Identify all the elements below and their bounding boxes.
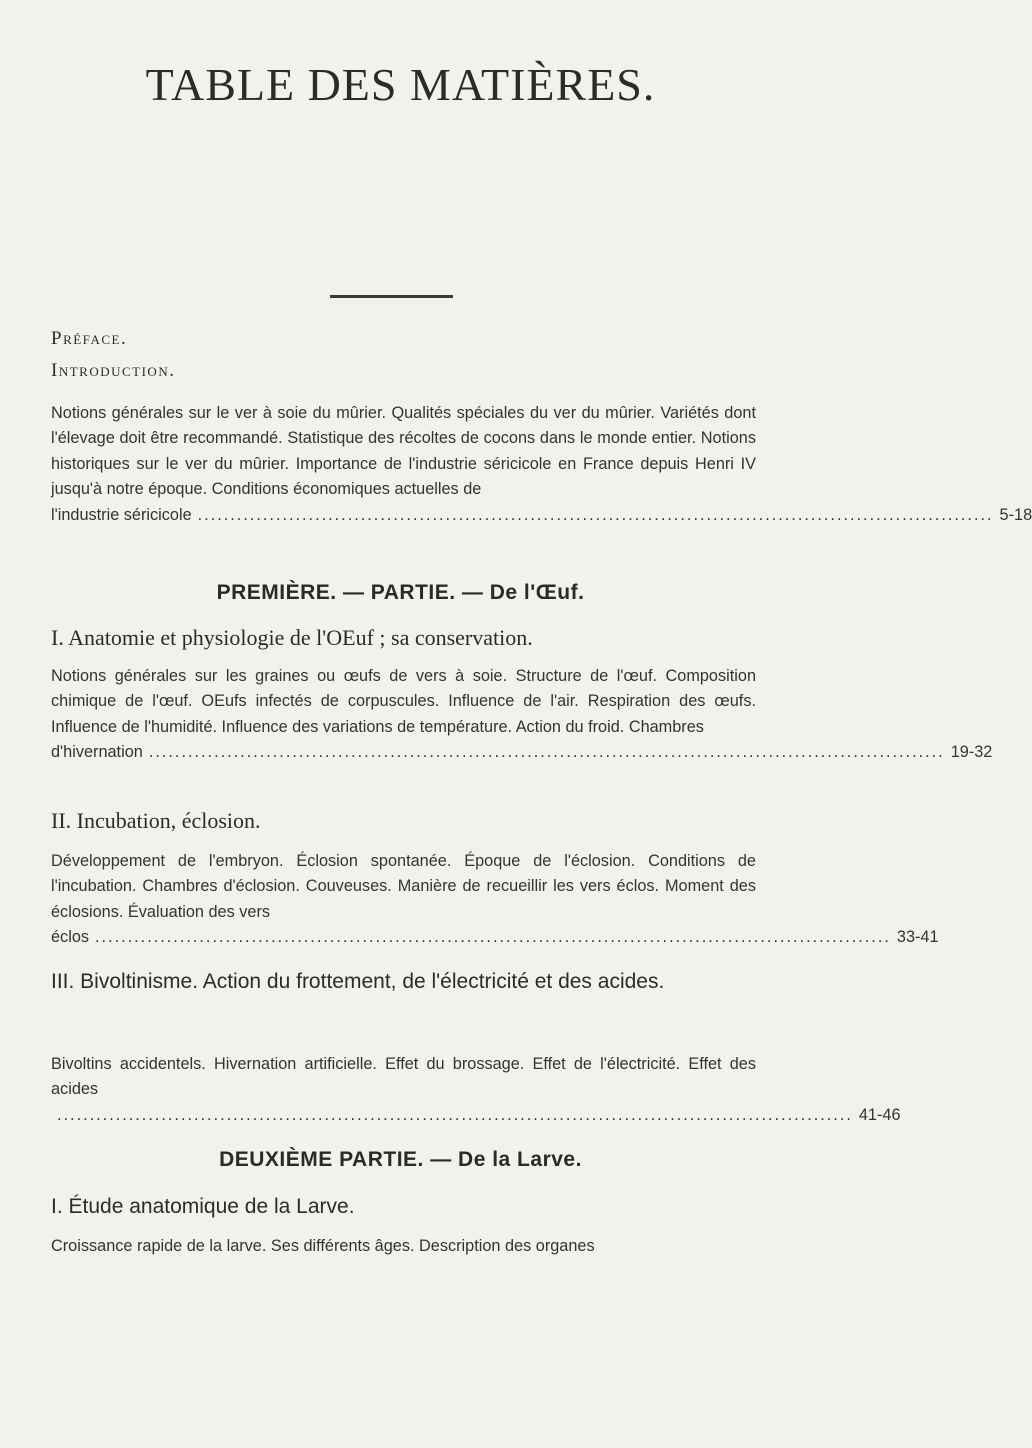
part-one-heading: PREMIÈRE. — PARTIE. — De l'Œuf.: [216, 581, 585, 604]
leader-dots: ..........................................................................................................................: [57, 1105, 853, 1124]
title-divider: [330, 295, 453, 298]
part-two-chapter-1-title: I. Étude anatomique de la Larve.: [51, 1195, 355, 1218]
chapter-2-text: Développement de l'embryon. Éclosion spontanée. Époque de l'éclosion. Conditions de l'incubation. Chambres d'éclosion. Couveuses. Manière de recueillir les vers éclos. Moment des éclosions. Évaluation des vers: [51, 852, 756, 921]
page-title: TABLE DES MATIÈRES.: [145, 59, 656, 110]
introduction-text: Notions générales sur le ver à soie du mûrier. Qualités spéciales du ver du mûrier. Variétés dont l'élevage doit être recommandé. Statistique des récoltes de cocons dans le monde entier. Notions historiques sur le ver du mûrier. Importance de l'industrie séricicole en France depuis Henri IV jusqu'à notre époque. Conditions économiques actuelles de: [51, 404, 756, 499]
leader-dots: ..........................................................................................................................: [197, 505, 994, 524]
preface-heading: Préface.: [51, 328, 128, 349]
leader-dots: ..........................................................................................................................: [95, 928, 891, 947]
chapter-2-title: II. Incubation, éclosion.: [51, 808, 261, 833]
part-two-heading: DEUXIÈME PARTIE. — De la Larve.: [219, 1148, 582, 1171]
introduction-heading: Introduction.: [51, 360, 176, 381]
leader-dots: ..........................................................................................................................: [148, 743, 945, 762]
chapter-1-title: I. Anatomie et physiologie de l'OEuf ; sa conservation.: [51, 625, 533, 650]
chapter-1-last-line: d'hivernation: [51, 743, 143, 762]
chapter-1-entry: [51, 664, 993, 766]
chapter-1-pages: 19-32: [950, 743, 993, 762]
chapter-2-pages: 33-41: [896, 928, 939, 947]
chapter-3-text: Bivoltins accidentels. Hivernation artificielle. Effet du brossage. Effet de l'électricité. Effet des acides: [51, 1055, 756, 1099]
chapter-3-entry: [51, 1052, 901, 1128]
introduction-last-line: l'industrie séricicole: [51, 505, 192, 524]
part-two-chapter-1-text: Croissance rapide de la larve. Ses différents âges. Description des organes: [51, 1237, 595, 1255]
introduction-pages: 5-18: [999, 505, 1032, 524]
chapter-3-title: III. Bivoltinisme. Action du frottement, de l'électricité et des acides.: [51, 970, 665, 993]
chapter-3-pages: 41-46: [858, 1105, 901, 1124]
chapter-2-entry: [51, 849, 939, 951]
introduction-entry: [51, 401, 1032, 528]
part-two-chapter-1-entry: [51, 1234, 756, 1259]
chapter-2-last-line: éclos: [51, 928, 90, 947]
chapter-1-text: Notions générales sur les graines ou œufs de vers à soie. Structure de l'œuf. Composition chimique de l'œuf. OEufs infectés de corpuscules. Influence de l'air. Respiration des œufs. Influence de l'humidité. Influence des variations de température. Action du froid. Chambres: [51, 667, 756, 736]
